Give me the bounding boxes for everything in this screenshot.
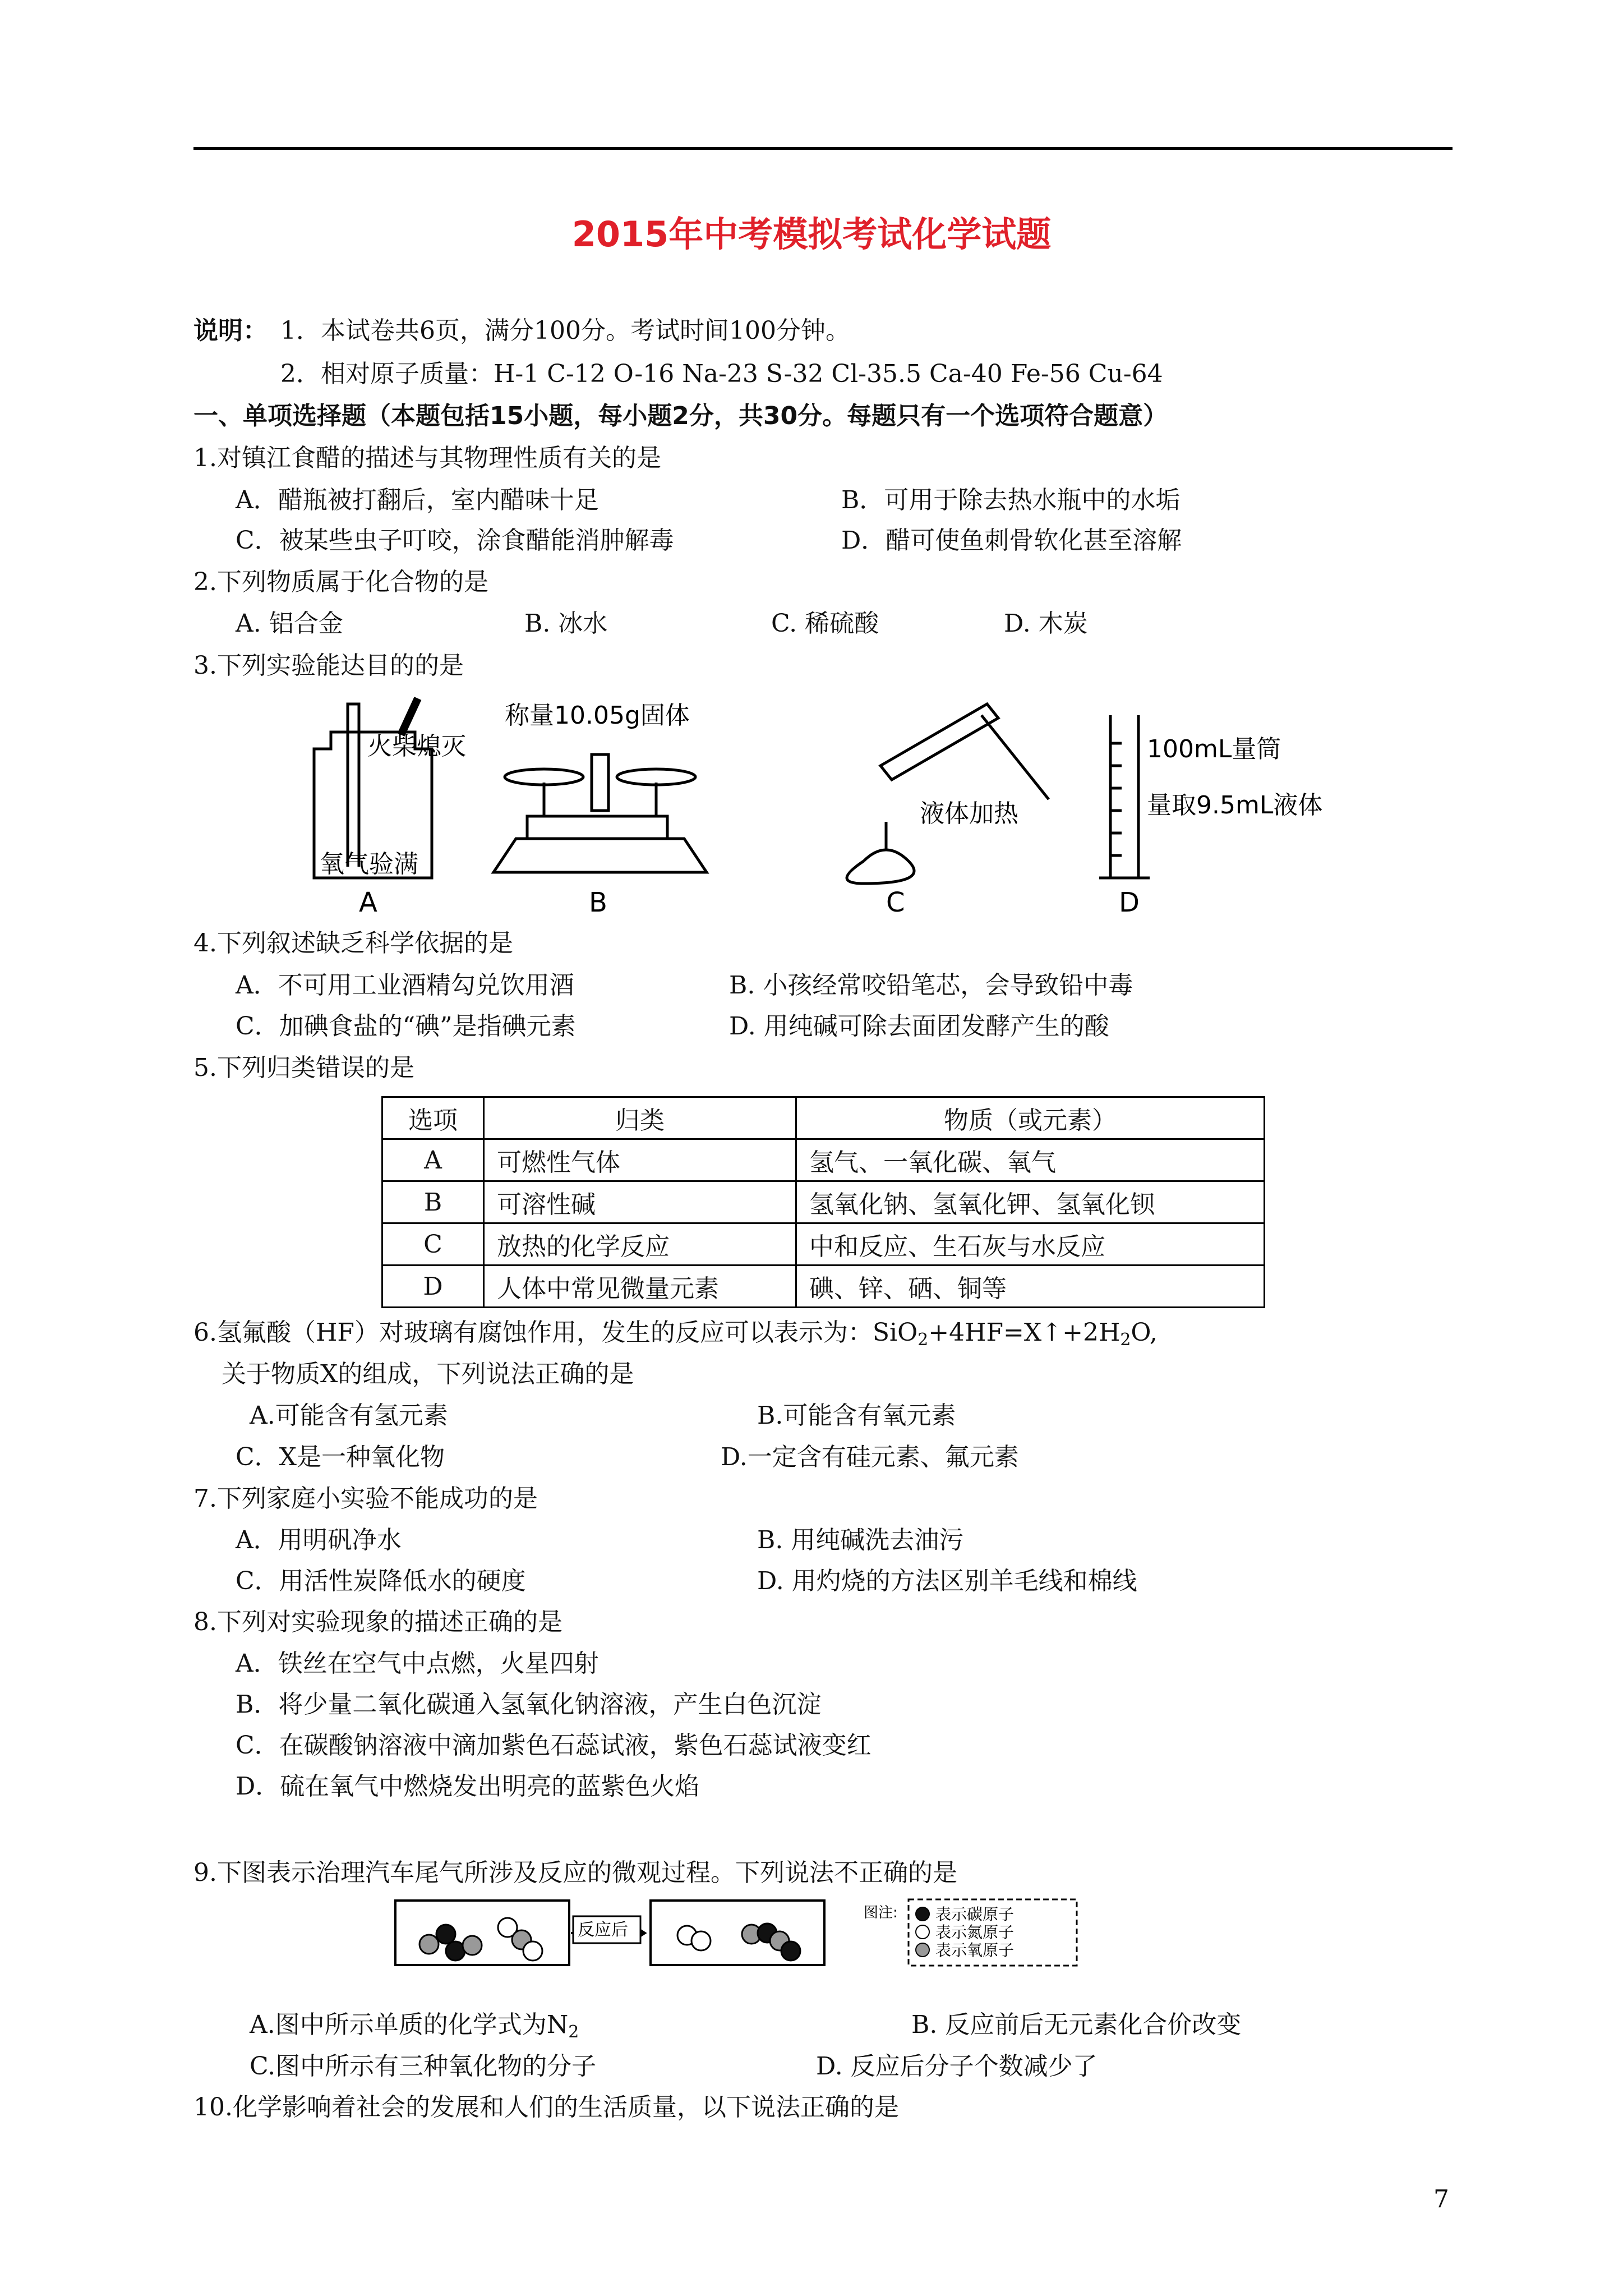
q3-apparatus-figure xyxy=(303,693,1368,928)
q7-option-b: B. 用纯碱洗去油污 xyxy=(757,1526,964,1554)
q10-stem: 10.化学影响着社会的发展和人们的生活质量，以下说法正确的是 xyxy=(193,2093,899,2122)
q6-stem xyxy=(193,1318,1158,1350)
table-cell: 可燃性气体 xyxy=(484,1139,796,1181)
q4-option-d: D. 用纯碱可除去面团发酵产生的酸 xyxy=(729,1012,1109,1041)
q1-option-a: A．醋瓶被打翻后，室内醋味十足 xyxy=(236,486,599,514)
balance-apparatus xyxy=(494,754,707,872)
q6-stem-text: 6.氢氟酸（HF）对玻璃有腐蚀作用，发生的反应可以表示为：SiO xyxy=(193,1318,918,1347)
q4-option-a: A．不可用工业酒精勾兑饮用酒 xyxy=(236,971,574,1000)
table-header-cell: 物质（或元素） xyxy=(796,1097,1265,1139)
q5-stem: 5.下列归类错误的是 xyxy=(193,1053,414,1082)
q9-option-a xyxy=(250,2010,579,2042)
q6-subscript: 2 xyxy=(917,1330,929,1350)
letter-d: D xyxy=(1119,887,1140,918)
q4-option-b: B. 小孩经常咬铅笔芯，会导致铅中毒 xyxy=(729,971,1133,1000)
q6-stem-tail: +4HF=X↑+2H xyxy=(928,1318,1121,1347)
note-line-2: 2．相对原子质量：H-1 C-12 O-16 Na-23 S-32 Cl-35.5 Ca-40 Fe-56 Cu-64 xyxy=(280,360,1163,388)
table-cell: 可溶性碱 xyxy=(484,1181,796,1223)
table-cell: 人体中常见微量元素 xyxy=(484,1266,796,1308)
before-box xyxy=(395,1901,569,1965)
arrow-label: 反应后 xyxy=(578,1920,628,1940)
a-caption: 氧气验满 xyxy=(320,850,418,878)
q6-subscript-2: 2 xyxy=(1120,1330,1131,1350)
q9-option-d: D. 反应后分子个数减少了 xyxy=(816,2052,1098,2081)
legend-nitrogen: 表示氮原子 xyxy=(935,1923,1015,1941)
table-cell: 氢氧化钠、氢氧化钾、氢氧化钡 xyxy=(796,1181,1265,1223)
q8-option-a: A．铁丝在空气中点燃，火星四射 xyxy=(236,1649,599,1678)
q2-stem: 2.下列物质属于化合物的是 xyxy=(193,568,488,596)
q8-stem: 8.下列对实验现象的描述正确的是 xyxy=(193,1608,562,1636)
q8-option-d: D．硫在氧气中燃烧发出明亮的蓝紫色火焰 xyxy=(236,1772,700,1801)
q1-stem: 1.对镇江食醋的描述与其物理性质有关的是 xyxy=(193,444,661,472)
c-caption: 液体加热 xyxy=(920,799,1018,828)
d-caption-1: 100mL量筒 xyxy=(1147,735,1281,763)
table-row xyxy=(382,1223,1265,1266)
q8-option-b: B．将少量二氧化碳通入氢氧化钠溶液，产生白色沉淀 xyxy=(236,1690,822,1719)
header-rule xyxy=(193,147,1453,150)
d-caption-2: 量取9.5mL液体 xyxy=(1147,791,1323,820)
table-header-row xyxy=(382,1097,1265,1139)
q6-option-a: A.可能含有氢元素 xyxy=(250,1401,448,1430)
table-cell: D xyxy=(382,1266,484,1308)
table-header-cell: 归类 xyxy=(484,1097,796,1139)
graduated-cylinder xyxy=(1099,715,1150,878)
table-cell: 中和反应、生石灰与水反应 xyxy=(796,1223,1265,1266)
b-caption: 称量10.05g固体 xyxy=(505,701,690,730)
page-title: 2015年中考模拟考试化学试题 xyxy=(571,214,1052,255)
table-row xyxy=(382,1139,1265,1181)
q2-option-b: B. 冰水 xyxy=(524,609,608,638)
table-cell: 放热的化学反应 xyxy=(484,1223,796,1266)
classification-table xyxy=(381,1096,1265,1308)
note-line-1: 1．本试卷共6页，满分100分。考试时间100分钟。 xyxy=(280,316,850,345)
q2-option-c: C. 稀硫酸 xyxy=(771,609,879,638)
q7-option-a: A．用明矾净水 xyxy=(236,1526,402,1554)
q7-option-d: D. 用灼烧的方法区别羊毛线和棉线 xyxy=(757,1567,1137,1595)
q6-stem-2: 关于物质X的组成，下列说法正确的是 xyxy=(222,1360,634,1388)
letter-b: B xyxy=(589,887,607,918)
q6-option-d: D.一定含有硅元素、氟元素 xyxy=(721,1443,1019,1471)
table-cell: 碘、锌、硒、铜等 xyxy=(796,1266,1265,1308)
q6-option-c: C．X是一种氧化物 xyxy=(236,1443,445,1471)
q2-option-a: A. 铝合金 xyxy=(236,609,343,638)
q4-option-c: C．加碘食盐的“碘”是指碘元素 xyxy=(236,1012,576,1041)
q6-stem-end: O, xyxy=(1131,1318,1158,1347)
q6-option-b: B.可能含有氧元素 xyxy=(757,1401,956,1430)
q9-reaction-diagram xyxy=(393,1895,1099,1971)
q1-option-b: B．可用于除去热水瓶中的水垢 xyxy=(841,486,1181,514)
table-row xyxy=(382,1266,1265,1308)
q2-option-d: D. 木炭 xyxy=(1004,609,1088,638)
table-cell: A xyxy=(382,1139,484,1181)
q1-option-c: C．被某些虫子叮咬，涂食醋能消肿解毒 xyxy=(236,526,674,555)
q8-option-c: C．在碳酸钠溶液中滴加紫色石蕊试液，紫色石蕊试液变红 xyxy=(236,1731,872,1760)
letter-a: A xyxy=(359,887,377,918)
q4-stem: 4.下列叙述缺乏科学依据的是 xyxy=(193,929,513,958)
q7-option-c: C．用活性炭降低水的硬度 xyxy=(236,1567,526,1595)
a-inner-label: 火柴熄灭 xyxy=(367,732,466,761)
table-header-cell: 选项 xyxy=(382,1097,484,1139)
section-heading: 一、单项选择题（本题包括15小题，每小题2分，共30分。每题只有一个选项符合题意） xyxy=(193,402,1168,430)
table-cell: 氢气、一氧化碳、氧气 xyxy=(796,1139,1265,1181)
before-molecules xyxy=(419,1918,542,1961)
table-row xyxy=(382,1181,1265,1223)
legend-oxygen: 表示氧原子 xyxy=(935,1941,1015,1959)
legend-title: 图注: xyxy=(864,1904,898,1921)
letter-c: C xyxy=(886,887,905,918)
q7-stem: 7.下列家庭小实验不能成功的是 xyxy=(193,1484,538,1513)
liquid-heating-apparatus xyxy=(847,704,1049,884)
q9-option-a-text: A.图中所示单质的化学式为N xyxy=(250,2010,569,2039)
note-label: 说明： xyxy=(193,316,268,345)
table-cell: C xyxy=(382,1223,484,1266)
q9-option-b: B. 反应前后无元素化合价改变 xyxy=(911,2010,1242,2039)
table-cell: B xyxy=(382,1181,484,1223)
legend-carbon: 表示碳原子 xyxy=(935,1905,1015,1924)
q9-stem: 9.下图表示治理汽车尾气所涉及反应的微观过程。下列说法不正确的是 xyxy=(193,1858,957,1887)
q3-stem: 3.下列实验能达目的的是 xyxy=(193,651,464,680)
q1-option-d: D．醋可使鱼刺骨软化甚至溶解 xyxy=(841,526,1182,555)
q9-option-c: C.图中所示有三种氧化物的分子 xyxy=(250,2052,597,2081)
page-number: 7 xyxy=(1433,2185,1449,2214)
after-molecules xyxy=(677,1924,800,1961)
q9-option-a-sub: 2 xyxy=(568,2022,579,2042)
